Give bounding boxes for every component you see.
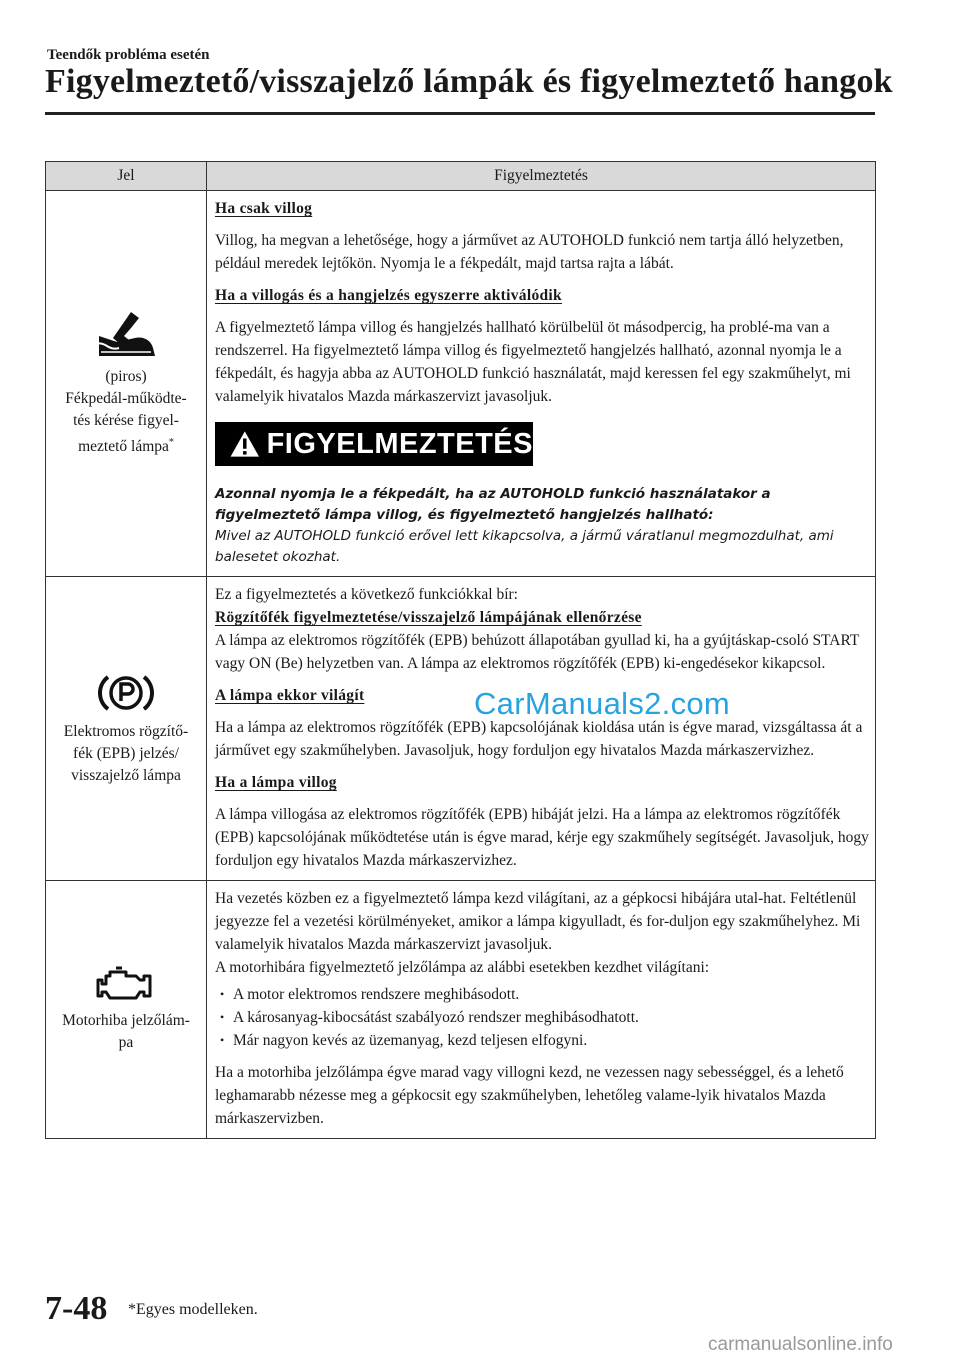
symbol-label-line: meztető lámpa* [78,437,174,456]
warning-text-cell [207,577,876,881]
table-header-row [46,162,876,191]
table-row [46,191,876,577]
paragraph: A lámpa villogása az elektromos rögzítőfék (EPB) hibáját jelzi. Ha a lámpa az elektromos rögzítőfék (EPB) kapcsolójának működtetése után is égve marad, kérje egy szakműhely segítségét. Javasoljuk, hogy forduljon egy hivatalos Mazda márkaszervizhez. [215,806,869,869]
title-rule [45,112,875,115]
check-engine-icon [96,966,156,1004]
symbol-label-line: tés kérése figyel- [73,412,179,430]
symbol-label-line: visszajelző lámpa [71,766,181,784]
table-row [46,577,876,881]
asterisk-mark: * [168,437,174,449]
paragraph: A figyelmeztető lámpa villog és hangjelzés hallható körülbelül öt másodpercig, ha problé-ma van a rendszerrel. Ha figyelmeztető lámpa villog és figyelmeztető hangjelzés hallható, azonnal nyomja le a fékpedált, és hagyja abba az AUTOHOLD funkció használatát, majd keressen fel egy szakműhelyt, mi valamelyik hivatalos Mazda márkaszervizt javasoljuk. [215,319,851,405]
warning-lights-table [45,161,876,1139]
symbol-cell [46,191,207,577]
symbol-label-line: Elektromos rögzítő- [63,722,189,740]
column-header-warning: Figyelmeztetés [207,162,876,191]
footnote: *Egyes modelleken. [128,1301,258,1318]
caution-text: Mivel az AUTOHOLD funkció erővel lett kikapcsolva, a jármű váratlanul megmozdulhat, ami balesetet okozhat. [215,528,834,565]
paragraph: Ha a lámpa az elektromos rögzítőfék (EPB) kapcsolójának kioldása után is égve marad, vizsgáltassa át a járművet egy szakműhelyben. Javasoljuk, hogy forduljon egy hivatalos Mazda márkaszervizhez. [215,719,863,759]
paragraph: Ez a figyelmeztetés a következő funkciókkal bír: [215,586,518,603]
subheading: Ha a lámpa villog [215,774,337,791]
caution-heading: Azonnal nyomja le a fékpedált, ha az AUTOHOLD funkció használatakor a figyelmeztető lámpa villog, és figyelmeztető hangjelzés hallható: [215,486,771,523]
symbol-cell [46,577,207,881]
paragraph: A motorhibára figyelmeztető jelzőlámpa az alábbi esetekben kezdhet világítani: [215,959,710,976]
symbol-label-line: Motorhiba jelzőlám- [62,1011,190,1029]
subheading: Ha csak villog [215,200,313,217]
subheading: A lámpa ekkor világít [215,687,365,704]
parking-brake-p-icon [98,671,154,715]
symbol-cell [46,881,207,1139]
list-item: • A károsanyag-kibocsátást szabályozó rendszer meghibásodhatott. [233,1006,869,1029]
column-header-symbol: Jel [46,162,207,191]
table-row [46,881,876,1139]
paragraph: Ha vezetés közben ez a figyelmeztető lámpa kezd világítani, az a gépkocsi hibájára utal-hat. Feltétlenül jegyezze fel a vezetési körülményeket, amikor a lámpa kigyulladt, és for-duljon egy szakműhelyhez. Mi valamelyik hivatalos Mazda márkaszervizt javasoljuk. [215,890,861,953]
paragraph: Ha a motorhiba jelzőlámpa égve marad vagy villogni kezd, ne vezessen nagy sebességgel, és a lehető leghamarabb nézesse meg a gépkocsit egy szakműhelyben, lehetőleg valame-lyik hivatalos Mazda márkaszervizben. [215,1064,844,1127]
symbol-label-line: pa [118,1033,134,1051]
list-item: • Már nagyon kevés az üzemanyag, kezd teljesen elfogyni. [233,1029,869,1052]
subheading: Ha a villogás és a hangjelzés egyszerre aktiválódik [215,287,562,304]
bullet-list [215,983,869,1052]
symbol-label-line: Fékpedál-működte- [65,390,187,408]
warning-text-cell [207,191,876,577]
symbol-label-line: (piros) [105,368,147,386]
warning-text-cell [207,881,876,1139]
paragraph: Villog, ha megvan a lehetősége, hogy a járművet az AUTOHOLD funkció nem tartja álló helyzetben, például meredek lejtőkön. Nyomja le a fékpedált, majd tartsa rajta a lábát. [215,232,844,272]
warning-banner-label: FIGYELMEZTETÉS [266,427,533,460]
footer-site-link[interactable]: carmanualsonline.info [708,1334,893,1355]
subheading: Rögzítőfék figyelmeztetése/visszajelző lámpájának ellenőrzése [215,609,642,626]
section-label: Teendők probléma esetén [47,47,210,63]
list-item: • A motor elektromos rendszere meghibásodott. [233,983,869,1006]
page-title: Figyelmeztető/visszajelző lámpák és figyelmeztető hangok [45,63,893,100]
symbol-label-line: fék (EPB) jelzés/ [73,744,179,762]
page-number: 7-48 [45,1290,108,1327]
warning-banner [215,422,533,466]
warning-triangle-icon [229,426,261,462]
paragraph: A lámpa az elektromos rögzítőfék (EPB) behúzott állapotában gyullad ki, ha a gyújtáskap-csoló START vagy ON (Be) helyzetben van. A lámpa az elektromos rögzítőfék (EPB) ki-engedésekor kikapcsol. [215,632,860,672]
watermark: CarManuals2.com [474,686,731,721]
brake-pedal-icon [91,308,161,360]
